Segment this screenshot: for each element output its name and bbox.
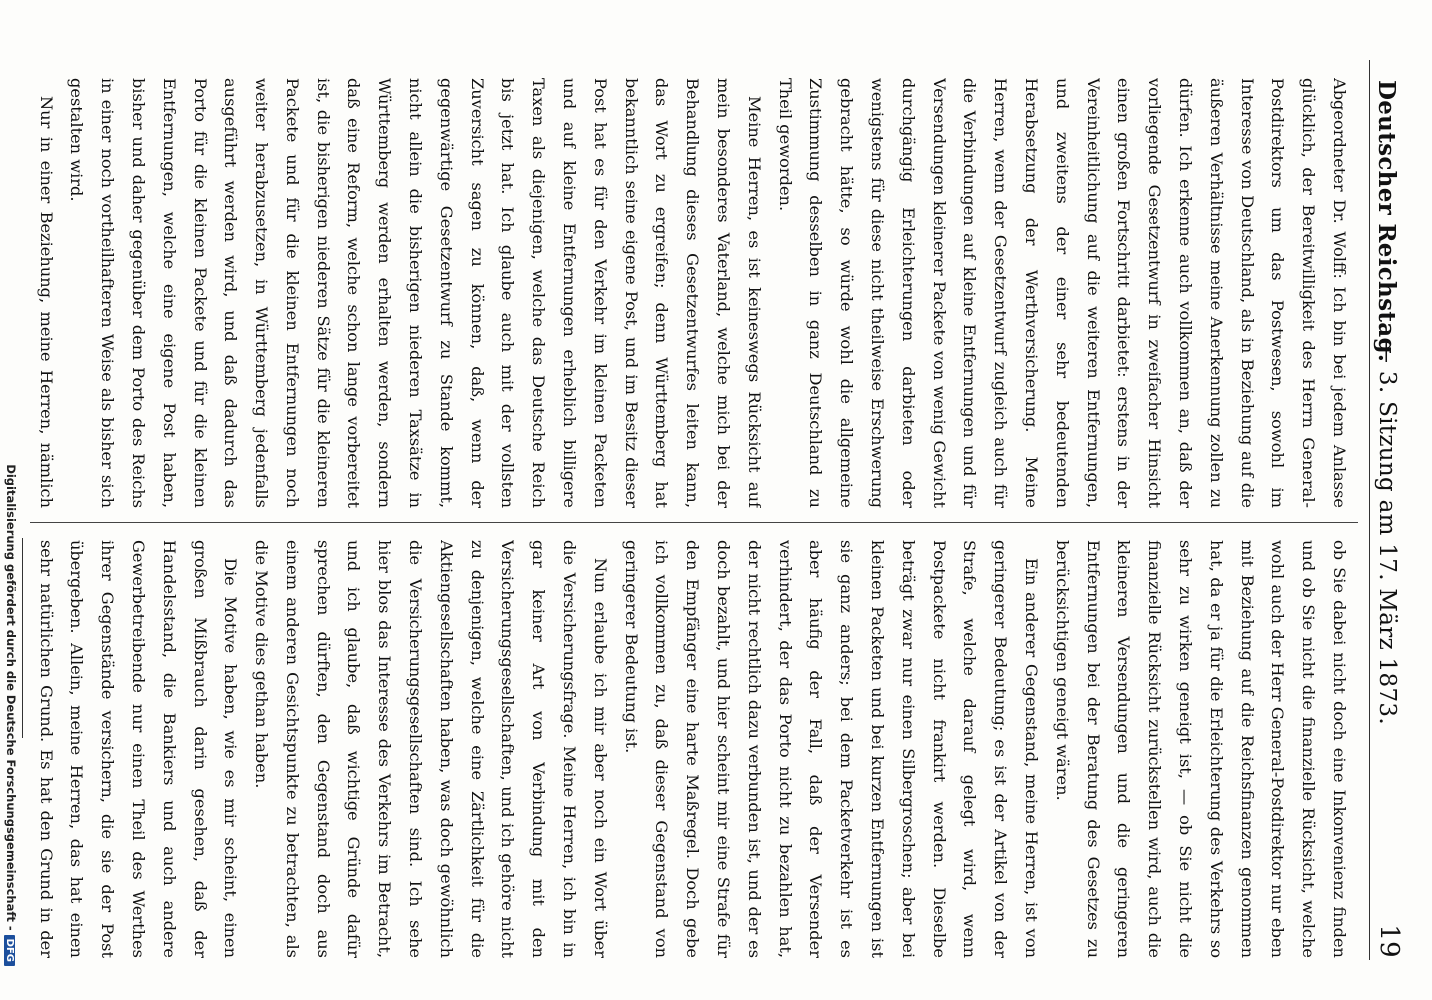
paragraph: Nur in einer Beziehung, meine Herren, nämlich xyxy=(36,96,56,508)
footer-rule xyxy=(22,538,23,738)
column-divider xyxy=(30,522,1358,523)
header-publication-title: Deutscher Reichstag. xyxy=(1373,80,1400,363)
digitization-note xyxy=(2,0,18,1000)
paragraph: Ein anderer Gegenstand, meine Herren, ist von geringerer Bedeutung; es ist der Artikel von der Strafe, welche darauf gelegt wird, wenn Postpackete nicht frankirt werden. Dieselbe beträgt zwar nur einen Silbergroschen; aber bei kleinen Packeten und bei kurzen Entfernungen ist sie ganz anders; bei dem Packetverkehr ist es aber häufig der Fall, daß der Versender verhindert, der das Porto nicht zu bezahlen hat, der nicht rechtlich dazu verbunden ist, und der es doch bezahlt, und hier scheint mir eine Strafe für den Empfänger eine harte Maßregel. Doch gebe ich vollkommen zu, daß dieser Gegenstand von geringerer Bedeutung ist. xyxy=(621,540,1042,958)
header-rule xyxy=(1369,60,1370,960)
digitization-text: Digitalisierung gefördert durch die Deutsche Forschungsgemeinschaft - xyxy=(4,464,18,931)
dfg-logo: DFG xyxy=(4,935,15,966)
paragraph: ob Sie dabei nicht doch eine Inkonvenienz finden und ob Sie nicht die finanzielle Rücksicht, welche wohl auch der Herr General-Postdirektor nur eben mit Beziehung auf die Reichsfinanzen genommen hat, da er ja für die Erleichterung des Verkehrs so sehr zu wirken geneigt ist, — ob Sie nicht die finanzielle Rücksicht zurückstellen wird, auch die kleineren Versendungen und die geringeren Entfernungen bei der Beratung des Gesetzes zu berücksichtigen geneigt wären. xyxy=(1052,540,1349,958)
paragraph: Nun erlaube ich mir aber noch ein Wort über die Versicherungsfrage. Meine Herren, ich bin in gar keiner Art von Verbindung mit den Versicherungsgesellschaften, und ich gehöre nicht zu denjenigen, welche eine Zärtlichkeit für die Aktiengesellschaften haben, was doch gewöhnlich die Versicherungsgesellschaften sind. Ich sehe hier blos das Interesse des Verkehrs im Betracht, und ich glaube, daß wichtige Gründe dafür sprechen dürften, den Gegenstand doch aus einem anderen Gesichtspunkte zu betrachten, als die Motive dies gethan haben. xyxy=(252,540,610,958)
page-header xyxy=(1373,0,1418,1000)
header-session-date: — 3. Sitzung am 17. März 1873. xyxy=(1374,340,1400,725)
paragraph: Die Motive haben, wie es mir scheint, einen großen Mißbrauch darin gesehen, daß der Handelsstand, die Bankiers und auch andere Gewerbetreibende nur einen Theil des Werthes ihrer Gegenstände versichern, die sie der Post übergeben. Allein, meine Herren, das hat einen sehr natürlichen Grund. Es hat den Grund in der xyxy=(36,540,241,958)
text-column-right xyxy=(24,540,1354,958)
page-number: 19 xyxy=(1374,924,1404,958)
text-column-left xyxy=(24,78,1354,508)
paragraph: Meine Herren, es ist keineswegs Rücksicht auf mein besonderes Vaterland, welche mich bei der Behandlung dieses Gesetzentwurfes leiten kann, das Wort zu ergreifen; denn Württemberg hat bekanntlich seine eigene Post, und im Besitz dieser Post hat es für den Verkehr im kleinen Packeten und auf kleine Entfernungen erheblich billigere Taxen als diejenigen, welche das Deutsche Reich bis jetzt hat. Ich glaube auch mit der vollsten Zuversicht sagen zu können, daß, wenn der gegenwärtige Gesetzentwurf zu Stande kommt, nicht allein die bisherigen niederen Taxsätze in Württemberg werden erhalten werden, sondern daß eine Reform, welche schon lange vorbereitet ist, die bisherigen niederen Sätze für die kleineren Packete und für die kleinen Entfernungen noch weiter herabzusetzen, in Württemberg jedenfalls ausgeführt werden wird, und daß dadurch das Porto für die kleinen Packete und für die kleinen Entfernungen, welche eine eigene Post haben, bisher und daher gegenüber dem Porto des Reichs in einer noch vortheilhafteren Weise als bisher sich gestalten wird. xyxy=(67,78,764,508)
paragraph: Abgeordneter Dr. Wolff: Ich bin bei jedem Anlasse glücklich, der Bereitwilligkeit des Herrn General-Postdirektors um das Postwesen, sowohl im Interesse von Deutschland, als in Beziehung auf die äußeren Verhältnisse meine Anerkennung zollen zu dürfen. Ich erkenne auch vollkommen an, daß der vorliegende Gesetzentwurf in zweifacher Hinsicht einen großen Fortschritt darbietet: erstens in der Vereinheitlichung auf die weiteren Entfernungen, und zweitens der einer sehr bedeutenden Herabsetzung der Werthversicherung. Meine Herren, wenn der Gesetzentwurf zugleich auch für die Verbindungen auf kleine Entfernungen und für Versendungen kleinerer Packete von wenig Gewicht durchgängig Erleichterungen darbieten oder wenigstens für diese nicht theilweise Erschwerung gebracht hätte, so würde wohl die allgemeine Zustimmung desselben in ganz Deutschland zu Theil geworden. xyxy=(775,78,1349,508)
